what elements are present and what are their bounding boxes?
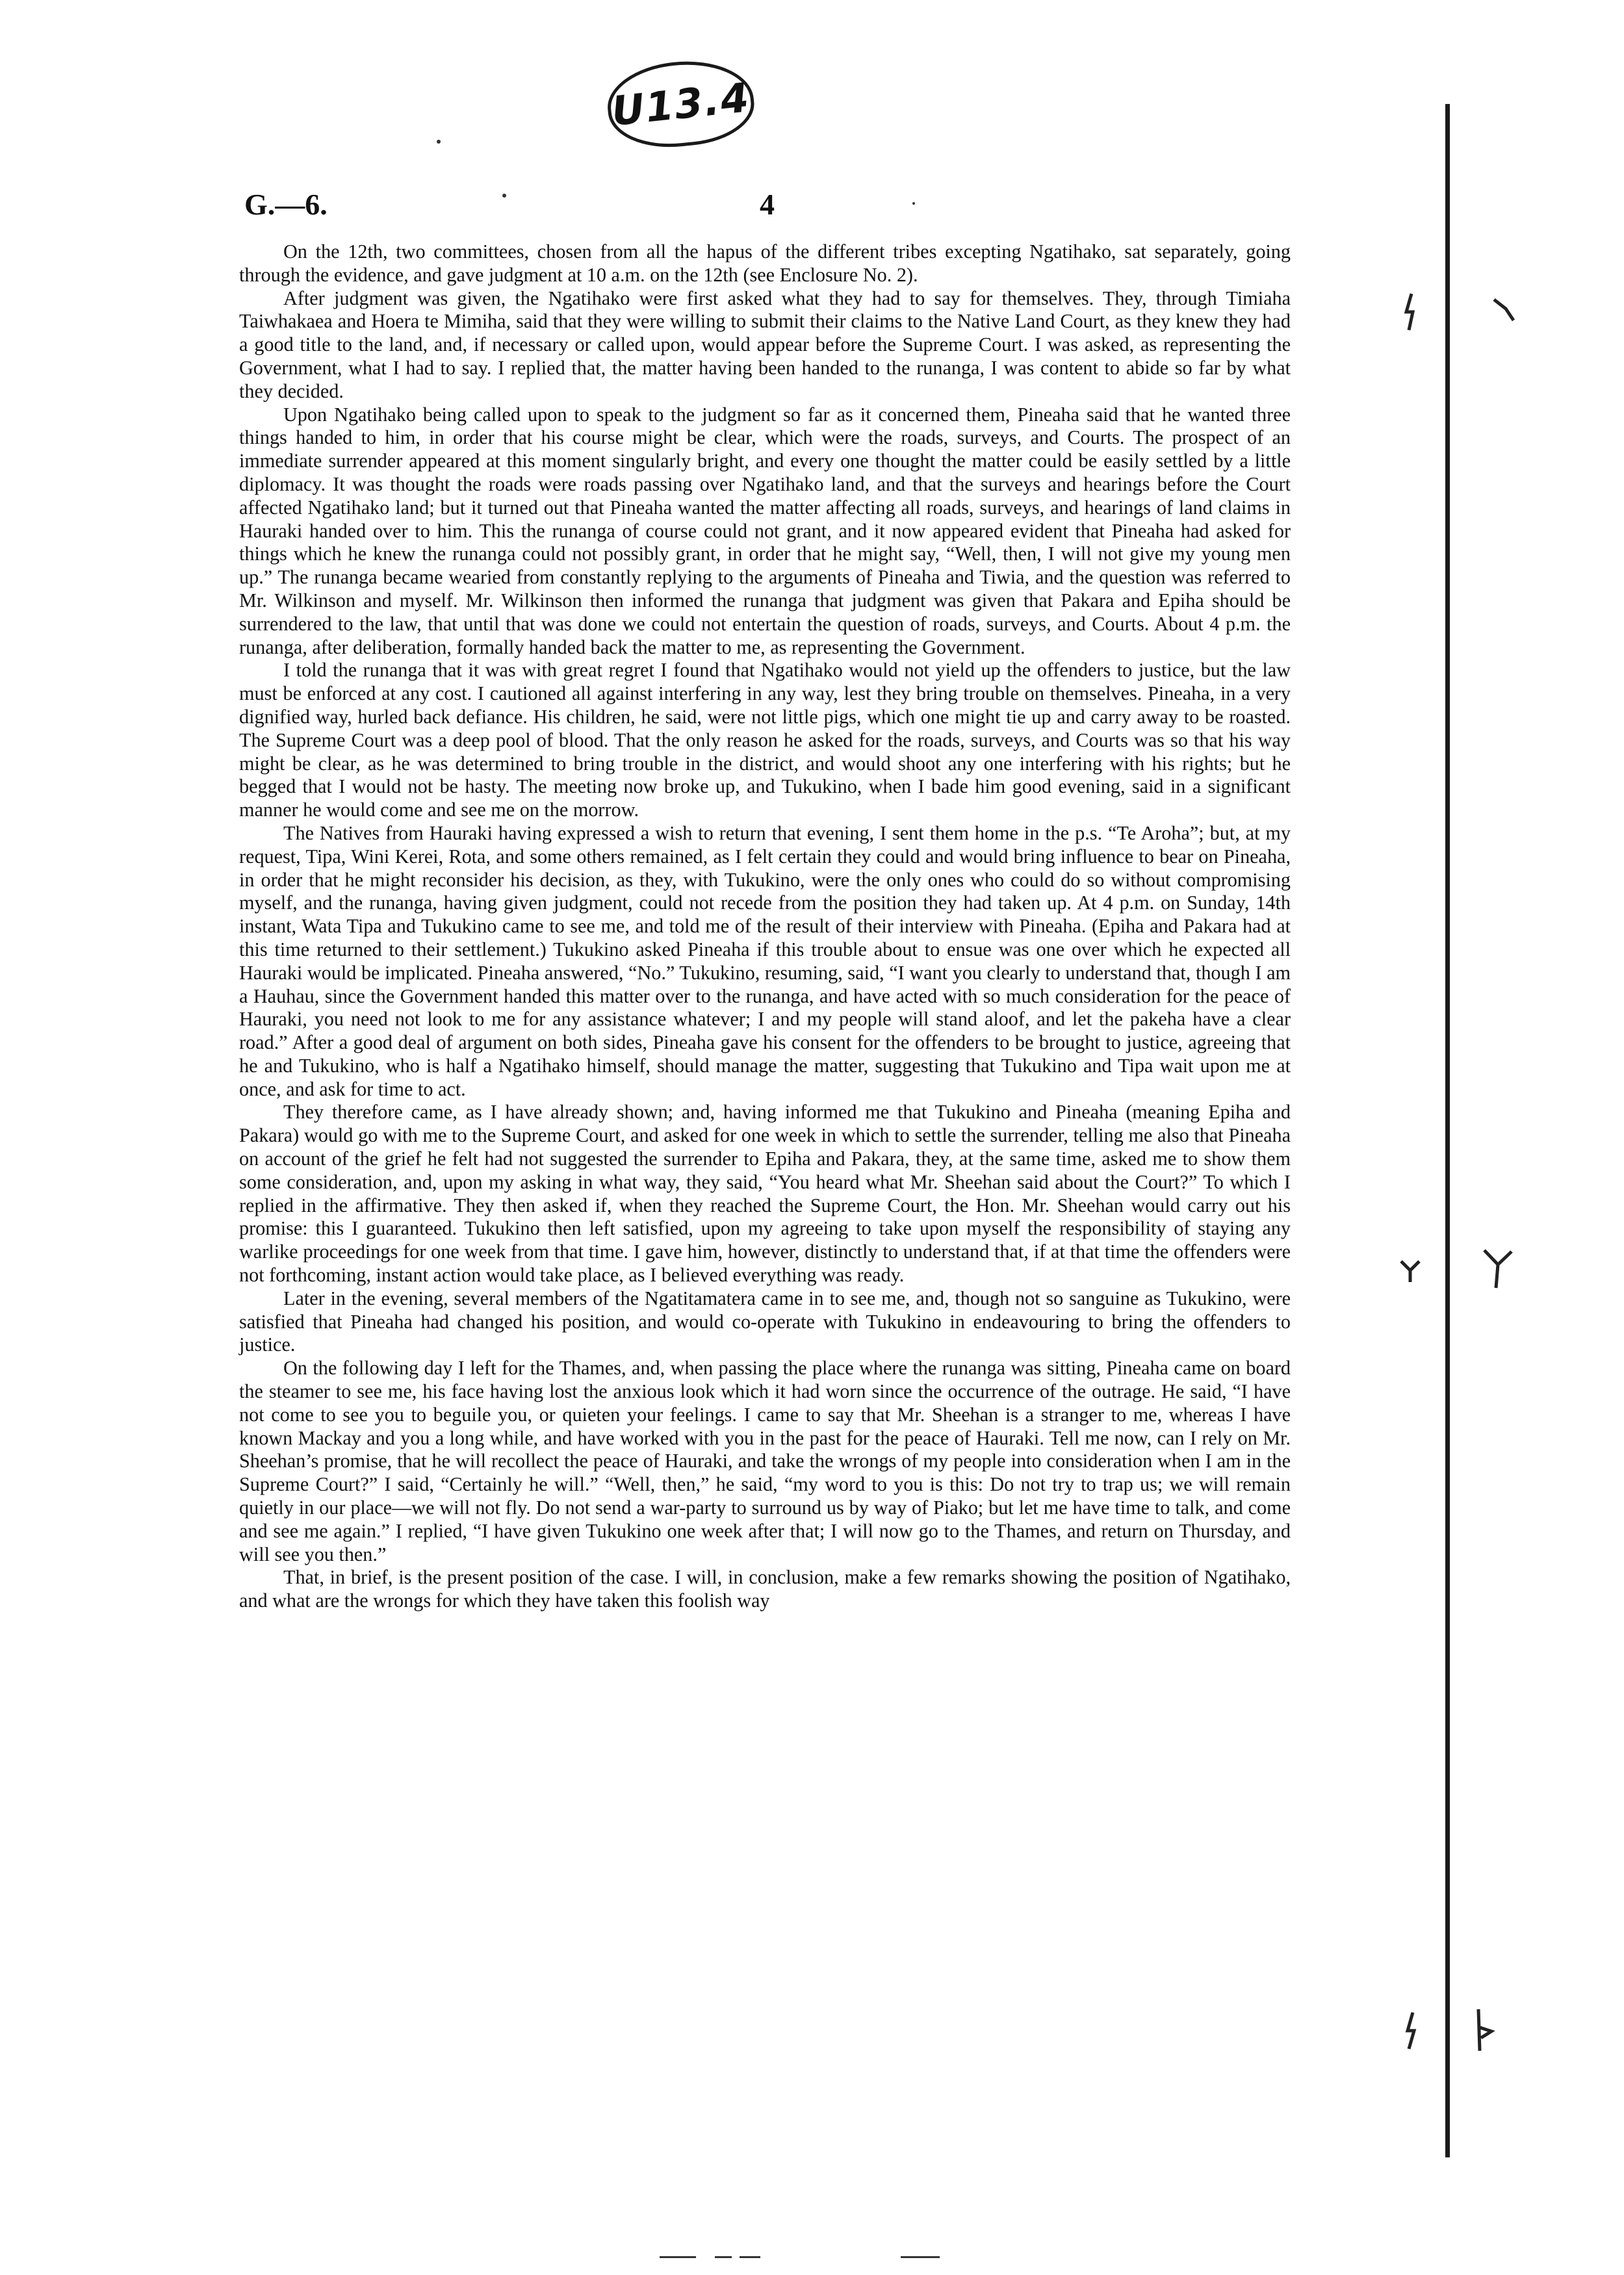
binding-hole-mark (1472, 2008, 1498, 2053)
speck-mark (912, 202, 915, 205)
paragraph: On the 12th, two committees, chosen from all the hapus of the different tribes excepting Ngatihako, sat separately, going through the evidence, and gave judgment at 10 a.m. on the 12th (see Enclosure No. 2). (239, 240, 1291, 286)
footer-rule (660, 2256, 696, 2258)
page-header (244, 187, 1349, 226)
footer-rule (740, 2256, 760, 2258)
binding-hole-mark (1491, 296, 1517, 322)
paragraph: Upon Ngatihako being called upon to speak to the judgment so far as it concerned them, Pineaha said that he wanted three things handed to him, in order that his course might be clear, which were the roads, surveys, and Courts. The prospect of an immediate surrender appeared at this moment singularly bright, and every one thought the matter could be easily settled by a little diplomacy. It was thought the roads were roads passing over Ngatihako land, and that the surveys and hearings before the Court affected Ngatihako land; but it turned out that Pineaha wanted the matter affecting all roads, surveys, and hearings of land claims in Hauraki handed over to him. This the runanga of course could not grant, and it now appeared evident that Pineaha had asked for things which he knew the runanga could not possibly grant, in order that he might say, “Well, then, I will not give my young men up.” The runanga became wearied from constantly replying to the arguments of Pineaha and Tiwia, and the question was referred to Mr. Wilkinson and myself. Mr. Wilkinson then informed the runanga that judgment was given that Pakara and Epiha should be surrendered to the law, that until that was done we could not entertain the question of roads, surveys, and Courts. About 4 p.m. the runanga, after deliberation, formally handed back the matter to me, as representing the Government. (239, 403, 1291, 658)
binding-hole-mark (1482, 1248, 1514, 1290)
archive-stamp (604, 55, 758, 154)
paragraph: Later in the evening, several members of the Ngatitamatera came in to see me, and, though not so sanguine as Tukukino, were satisfied that Pineaha had changed his position, and would co-operate with Tukukino in endeavouring to bring the offenders to justice. (239, 1287, 1291, 1356)
binding-hole-mark (1397, 1257, 1423, 1283)
binding-hole-mark (1397, 2011, 1423, 2050)
page-number: 4 (760, 188, 775, 221)
footer-rule (901, 2256, 940, 2258)
archive-stamp-text: U13.4 (609, 73, 753, 135)
body-text (239, 240, 1291, 1613)
paragraph: On the following day I left for the Thames, and, when passing the place where the runanga was sitting, Pineaha came on board the steamer to see me, his face having lost the anxious look which it had worn since the occurrence of the outrage. He said, “I have not come to see you to beguile you, or quieten your feelings. I came to say that Mr. Sheehan is a stranger to me, whereas I have known Mackay and you a long while, and have worked with you in the past for the peace of Hauraki. Tell me now, can I rely on Mr. Sheehan’s promise, that he will recollect the peace of Hauraki, and take the wrongs of my people into consideration when I am in the Supreme Court?” I said, “Certainly he will.” “Well, then,” he said, “my word to you is this: Do not try to trap us; we will remain quietly in our place—we will not fly. Do not send a war-party to surround us by way of Piako; but let me have time to talk, and come and see me again.” I replied, “I have given Tukukino one week after that; I will now go to the Thames, and return on Thursday, and will see you then.” (239, 1357, 1291, 1565)
speck-mark (437, 140, 441, 144)
paragraph: The Natives from Hauraki having expressed a wish to return that evening, I sent them home in the p.s. “Te Aroha”; but, at my request, Tipa, Wini Kerei, Rota, and some others remained, as I felt certain they could and would bring influence to bear on Pineaha, in order that he might reconsider his decision, as they, with Tukukino, were the only ones who could do so without compromising myself, and the runanga, having given judgment, could not recede from the position they had taken up. At 4 p.m. on Sunday, 14th instant, Wata Tipa and Tukukino came to see me, and told me of the result of their interview with Pineaha. (Epiha and Pakara had at this time returned to their settlement.) Tukukino asked Pineaha if this trouble about to ensue was one over which he expected all Hauraki would be implicated. Pineaha answered, “No.” Tukukino, resuming, said, “I want you clearly to understand that, though I am a Hauhau, since the Government handed this matter over to the runanga, and have acted with so much consideration for the peace of Hauraki, you need not look to me for any assistance whatever; I and my people will stand aloof, and let the pakeha have a clear road.” After a good deal of argument on both sides, Pineaha gave his consent for the offenders to be brought to justice, agreeing that he and Tukukino, who is half a Ngatihako himself, should manage the matter, suggesting that Tukukino and Tipa wait upon me at once, and ask for time to act. (239, 821, 1291, 1100)
document-reference: G.—6. (244, 188, 328, 221)
paragraph: I told the runanga that it was with great regret I found that Ngatihako would not yield up the offenders to justice, but the law must be enforced at any cost. I cautioned all against interfering in any way, lest they bring trouble on themselves. Pineaha, in a very dignified way, hurled back defiance. His children, he said, were not little pigs, which one might tie up and carry away to be roasted. The Supreme Court was a deep pool of blood. That the only reason he asked for the roads, surveys, and Courts was so that his way might be clear, as he was determined to bring trouble in the district, and would shoot any one interfering with his rights; but he begged that I would not be hasty. The meeting now broke up, and Tukukino, when I bade him good evening, said in a significant manner he would come and see me on the morrow. (239, 659, 1291, 821)
paragraph: They therefore came, as I have already shown; and, having informed me that Tukukino and Pineaha (meaning Epiha and Pakara) would go with me to the Supreme Court, and asked for one week in which to settle the surrender, telling me also that Pineaha on account of the grief he felt had not suggested the surrender to Epiha and Pakara, they, at the same time, asked me to show them some consideration, and, upon my asking in what way, they said, “You heard what Mr. Sheehan said about the Court?” To which I replied in the affirmative. They then asked if, when they reached the Supreme Court, the Hon. Mr. Sheehan would carry out his promise: this I guaranteed. Tukukino then left satisfied, upon my agreeing to take upon myself the responsibility of staying any warlike proceedings for one week from that time. I gave him, however, distinctly to understand that, if at that time the offenders were not forthcoming, instant action would take place, as I believed everything was ready. (239, 1101, 1291, 1287)
binding-margin-rule (1445, 104, 1450, 2157)
paragraph: That, in brief, is the present position of the case. I will, in conclusion, make a few remarks showing the position of Ngatihako, and what are the wrongs for which they have taken this foolish way (239, 1566, 1291, 1612)
footer-rule (715, 2256, 732, 2258)
speck-mark (502, 194, 506, 198)
binding-hole-mark (1397, 292, 1423, 331)
paragraph: After judgment was given, the Ngatihako were first asked what they had to say for themselves. They, through Timiaha Taiwhakaea and Hoera te Mimiha, said that they were willing to submit their claims to the Native Land Court, as they knew they had a good title to the land, and, if necessary or called upon, would appear before the Supreme Court. I was asked, as representing the Government, what I had to say. I replied that, the matter having been handed to the runanga, I was content to abide so far by what they decided. (239, 287, 1291, 402)
